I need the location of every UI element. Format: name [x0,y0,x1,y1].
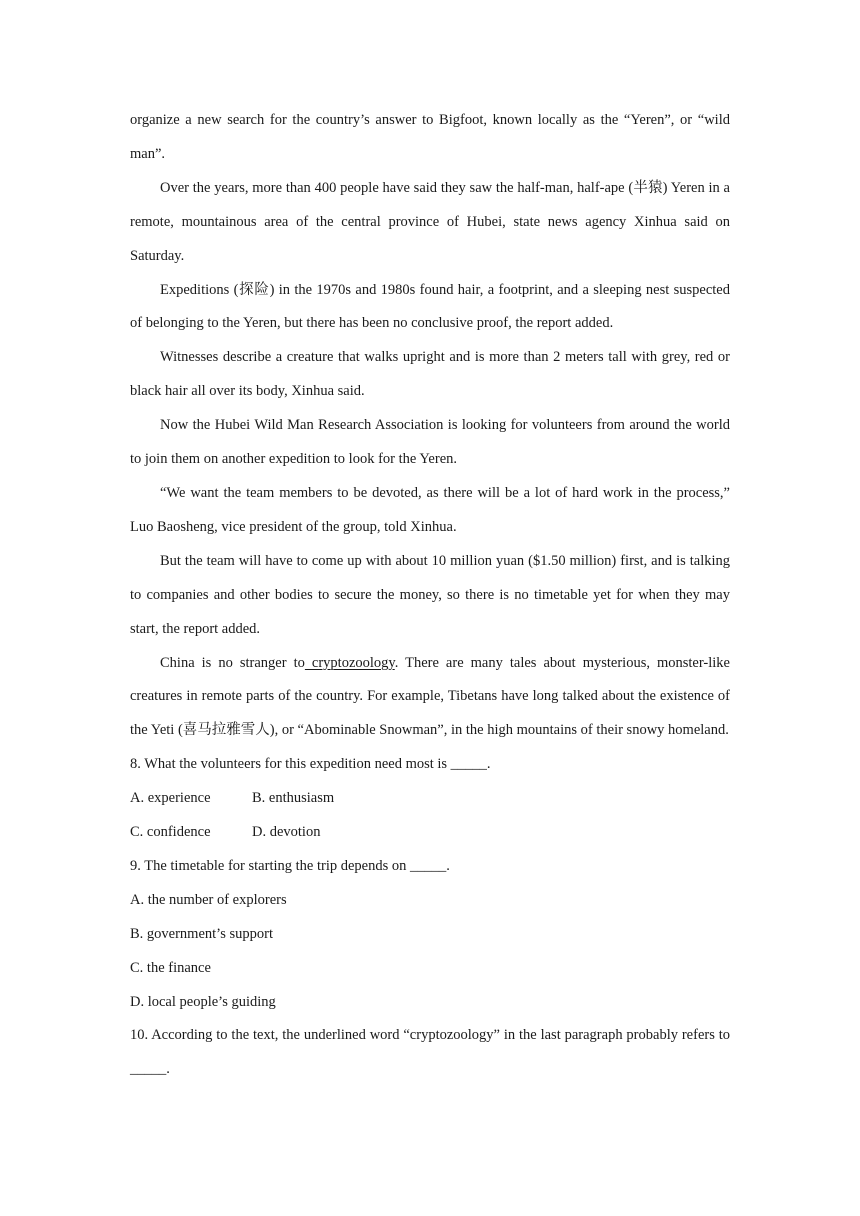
passage-paragraph: Over the years, more than 400 people have said they saw the half-man, half-ape (半猿) Yeren in a remote, mountainous area of the central province of Hubei, state news agency Xinhua said on Saturday. [130,179,730,264]
document-page [130,104,730,1087]
option-b: B. enthusiasm [252,790,335,807]
option-b: B. government’s support [130,925,273,942]
question-8-options-row-2 [130,816,730,850]
question-8-options-row-1 [130,782,730,816]
option-c: C. confidence [130,824,211,841]
option-a: A. experience [130,790,211,807]
passage-paragraph: “We want the team members to be devoted, as there will be a lot of hard work in the process,” Luo Baosheng, vice president of the group, told Xinhua. [130,484,730,535]
question-9-stem: 9. The timetable for starting the trip depends on _____. [130,857,450,874]
underlined-word: cryptozoology [304,654,395,671]
text-before-underline: China is no stranger to [160,654,305,671]
option-a: A. the number of explorers [130,891,287,908]
question-10-stem: 10. According to the text, the underlined word “cryptozoology” in the last paragraph probably refers to _____. [130,1027,730,1078]
question-8-stem: 8. What the volunteers for this expedition need most is _____. [130,756,491,773]
option-d: D. devotion [252,824,321,841]
option-d: D. local people’s guiding [130,993,276,1010]
text-after-underline: . There are many tales about mysterious, monster-like creatures in remote parts of the country. For example, Tibetans have long talked about the existence of the Yeti (喜马拉雅雪人), or “Abominable Snowman”, in the high mountains of their snowy homeland. [130,654,730,739]
passage-paragraph: Now the Hubei Wild Man Research Association is looking for volunteers from around the world to join them on another expedition to look for the Yeren. [130,417,730,468]
option-c: C. the finance [130,959,211,976]
passage-paragraph-continued: organize a new search for the country’s answer to Bigfoot, known locally as the “Yeren”, or “wild man”. [130,112,730,162]
passage-paragraph: Expeditions (探险) in the 1970s and 1980s found hair, a footprint, and a sleeping nest suspected of belonging to the Yeren, but there has been no conclusive proof, the report added. [130,281,730,332]
passage-paragraph: But the team will have to come up with about 10 million yuan ($1.50 million) first, and is talking to companies and other bodies to secure the money, so there is no timetable yet for when they may start, the report added. [130,552,730,637]
passage-paragraph: Witnesses describe a creature that walks upright and is more than 2 meters tall with grey, red or black hair all over its body, Xinhua said. [130,349,730,400]
passage-paragraph-last [130,647,730,749]
